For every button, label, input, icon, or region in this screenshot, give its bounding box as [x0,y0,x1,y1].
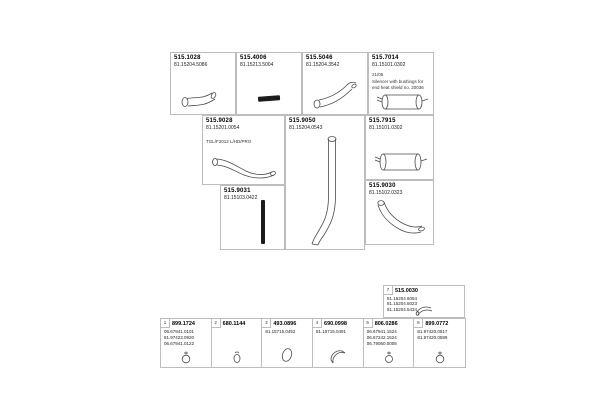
clamp-icon [434,350,446,364]
accessory-number: 690.0998 [324,321,347,327]
oe-number: 81.97420.0517 [417,329,448,334]
oe-number: 81.15204.5434 [387,306,418,312]
clamp-icon [180,350,192,364]
silencer-drawing [374,92,430,112]
accessory-number: 806.0286 [374,321,398,327]
part-number: 515.9031 [224,188,251,194]
gasket-ring-icon [279,346,295,364]
curved-pipe-drawing [309,77,365,111]
oe-number: 81.15204.6054 [387,296,418,301]
accessory-col-6 [414,319,465,367]
oe-number: 81.15715.0491 [316,329,347,334]
accessory-index: 6 [414,319,423,328]
accessory-col-1 [161,319,212,367]
part-number: 515.9050 [289,118,316,124]
accessory-number: 493.0896 [273,321,297,327]
oe-number: 81.15204.0543 [289,124,323,131]
oe-number: 81.15103.0422 [224,194,258,201]
part-box-515-4006 [236,52,302,115]
sleeve-icon [328,348,348,364]
oe-number: 06.67941.1524 [366,329,397,334]
oe-number: 81.97423.0920 [164,334,195,340]
accessory-index: 4 [313,319,322,328]
exhaust-downpipe-drawing [179,84,229,110]
clamp-icon [231,350,243,364]
accessory-number: 899.0772 [425,321,449,327]
accessory-number: 515.0030 [395,288,418,294]
oe-number: 81.15201.0054 [206,124,240,131]
oe-number: 81.15204.3542 [306,61,340,68]
oe-number: 81.15101.0302 [372,61,406,68]
oe-number: 06.79060.0008 [366,340,397,346]
part-box-515-9050 [285,115,365,250]
part-box-515-9030 [365,180,434,245]
part-number: 515.1028 [174,55,201,61]
part-number: 515.7915 [369,118,396,124]
flex-pipe-drawing [253,92,287,106]
part-number: 515.4006 [240,55,267,61]
oe-number: 06.67941.0101 [164,329,195,334]
oe-number: 81.15204.5023 [387,301,418,307]
part-number: 515.9028 [206,118,233,124]
part-number: 515.7014 [372,55,399,61]
part-number: 515.9030 [369,183,396,189]
part-box-515-9031 [220,185,285,250]
accessory-col-2 [212,319,263,367]
accessory-index: 3 [262,319,271,328]
accessory-box-7 [383,285,465,318]
accessory-index: 7 [384,286,393,295]
part-note: TGL/F2012 L/HD/PRO [206,139,252,145]
accessory-col-5 [364,319,415,367]
oe-number: 81.15102.0323 [369,189,403,196]
accessory-col-3 [262,319,313,367]
oe-number: 81.15213.5004 [240,61,274,68]
tail-pipe-drawing [371,197,431,241]
pipe-piece-icon [413,304,435,316]
s-pipe-drawing [208,153,280,181]
oe-number: 81.15204.5086 [174,61,208,68]
accessory-index: 1 [161,319,170,328]
accessory-index: 5 [364,319,373,328]
part-box-515-5046 [302,52,368,115]
accessory-number: 899.1724 [172,321,195,327]
silencer-drawing [371,150,429,174]
oe-number: 81.15101.0302 [369,124,403,131]
clamp-icon [383,350,395,364]
part-number: 515.5046 [306,55,333,61]
accessories-table [160,318,466,368]
long-pipe-drawing [290,134,360,246]
oe-number: 06.67941.0122 [164,340,195,346]
oe-number: 06.67242.1524 [366,334,397,340]
part-box-515-1028 [170,52,236,115]
part-box-515-9028 [202,115,285,185]
part-note: 21/05 [372,72,384,78]
part-box-515-7915 [365,115,434,180]
part-note: Silencer with bushings for end heat shield no. 20036 [372,79,424,91]
oe-number: 81.15715.0452 [265,329,296,334]
part-box-515-7014 [368,52,434,115]
accessory-number: 680.1144 [222,321,246,327]
accessory-col-4 [313,319,364,367]
oe-number: 81.97420.0599 [417,334,448,340]
accessory-index: 2 [212,319,221,328]
